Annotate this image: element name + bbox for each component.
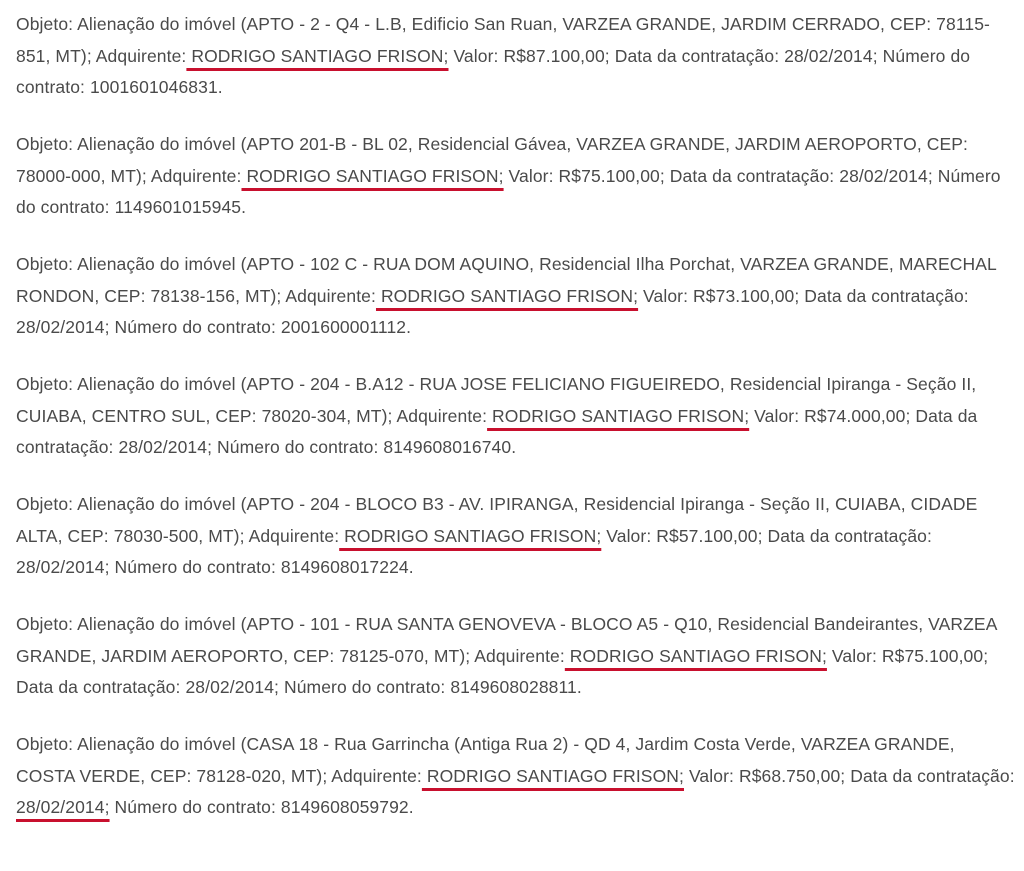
valor-label: Valor: (826, 645, 882, 666)
entry-description: Objeto: Alienação do imóvel (APTO - 101 - RUA SANTA GENOVEVA - BLOCO A5 - Q10, Residencial Bandeirantes, VARZEA GRANDE, JARDIM AEROPORTO, CEP: 78125-070, MT); Adquirente: (16, 614, 997, 666)
document-body (16, 9, 1016, 849)
contract-number: 8149608016740 (383, 437, 512, 457)
valor-label: Valor: (601, 525, 657, 546)
contract-entry-5 (16, 489, 1016, 584)
contract-date-highlighted: 28/02/2014; (16, 797, 110, 817)
contract-entry-3 (16, 249, 1016, 344)
contract-number: 8149608059792 (280, 797, 409, 817)
entry-description: Objeto: Alienação do imóvel (CASA 18 - Rua Garrincha (Antiga Rua 2) - QD 4, Jardim Costa Verde, VARZEA GRANDE, COSTA VERDE, CEP: 78128-020, MT); Adquirente: (16, 734, 955, 786)
contrato-label: ; Número do contrato: (16, 45, 971, 97)
contrato-label: Número do contrato: (109, 797, 281, 817)
buyer-name-highlighted: RODRIGO SANTIAGO FRISON; (487, 405, 750, 426)
data-label: ; Data da contratação: (16, 645, 989, 697)
contract-entry-2 (16, 129, 1016, 224)
entry-description: Objeto: Alienação do imóvel (APTO - 2 - Q4 - L.B, Edificio San Ruan, VARZEA GRANDE, JARDIM CERRADO, CEP: 78115-851, MT); Adquirente: (16, 14, 990, 66)
valor-amount: R$87.100,00 (503, 45, 605, 66)
contract-date: 28/02/2014 (118, 437, 208, 457)
valor-label: Valor: (749, 405, 805, 426)
contract-entry-4 (16, 369, 1016, 464)
entry-end: . (408, 797, 414, 817)
entry-end: . (511, 437, 517, 457)
contract-number: 1149601015945 (114, 197, 242, 217)
data-label: ; Data da contratação: (16, 405, 978, 457)
entry-end: . (241, 197, 247, 217)
contract-date: 28/02/2014 (16, 317, 105, 337)
valor-label: Valor: (503, 165, 559, 186)
buyer-name-highlighted: RODRIGO SANTIAGO FRISON; (421, 765, 684, 786)
contrato-label: ; Número do contrato: (16, 165, 1001, 217)
entry-end: . (406, 317, 412, 337)
entry-description: Objeto: Alienação do imóvel (APTO - 204 - BLOCO B3 - AV. IPIRANGA, Residencial Ipiranga - Seção II, CUIABA, CIDADE ALTA, CEP: 78030-500, MT); Adquirente: (16, 494, 978, 546)
data-label: ; Data da contratação: (659, 165, 840, 186)
contract-date: 28/02/2014 (16, 557, 105, 577)
data-label: ; Data da contratação: (604, 45, 785, 66)
contract-entry-1 (16, 9, 1016, 104)
entry-end: . (217, 77, 223, 97)
contract-entry-7 (16, 729, 1016, 824)
contrato-label: ; Número do contrato: (104, 317, 281, 337)
entry-description: Objeto: Alienação do imóvel (APTO - 102 C - RUA DOM AQUINO, Residencial Ilha Porchat, VARZEA GRANDE, MARECHAL RONDON, CEP: 78138-156, MT); Adquirente: (16, 254, 997, 306)
valor-amount: R$68.750,00 (738, 765, 841, 786)
contract-date: 28/02/2014 (784, 45, 873, 66)
buyer-name-highlighted: RODRIGO SANTIAGO FRISON; (339, 525, 602, 546)
entry-end: . (576, 677, 582, 697)
contract-date: 28/02/2014 (839, 165, 928, 186)
valor-label: Valor: (638, 285, 694, 306)
contract-number: 8149608028811 (450, 677, 577, 697)
valor-amount: R$57.100,00 (656, 525, 758, 546)
valor-amount: R$73.100,00 (693, 285, 795, 306)
entry-description: Objeto: Alienação do imóvel (APTO - 204 - B.A12 - RUA JOSE FELICIANO FIGUEIREDO, Residencial Ipiranga - Seção II, CUIABA, CENTRO SUL, CEP: 78020-304, MT); Adquirente: (16, 374, 977, 426)
buyer-name-highlighted: RODRIGO SANTIAGO FRISON; (564, 645, 827, 666)
contract-number: 1001601046831 (89, 77, 218, 97)
data-label: ; Data da contratação: (840, 765, 1015, 786)
valor-amount: R$75.100,00 (558, 165, 660, 186)
valor-label: Valor: (448, 45, 504, 66)
contract-number: 8149608017224 (280, 557, 409, 577)
data-label: ; Data da contratação: (794, 285, 969, 306)
buyer-name-highlighted: RODRIGO SANTIAGO FRISON; (241, 165, 504, 186)
entry-description: Objeto: Alienação do imóvel (APTO 201-B - BL 02, Residencial Gávea, VARZEA GRANDE, JARDIM AEROPORTO, CEP: 78000-000, MT); Adquirente: (16, 134, 968, 186)
valor-amount: R$74.000,00 (804, 405, 906, 426)
valor-label: Valor: (684, 765, 739, 786)
data-label: ; Data da contratação: (757, 525, 932, 546)
valor-amount: R$75.100,00 (881, 645, 984, 666)
contrato-label: ; Número do contrato: (104, 557, 281, 577)
contrato-label: ; Número do contrato: (207, 437, 384, 457)
contract-entry-6 (16, 609, 1016, 704)
contract-number: 2001600001112 (280, 317, 407, 337)
contract-date: 28/02/2014 (185, 677, 275, 697)
contrato-label: ; Número do contrato: (274, 677, 451, 697)
buyer-name-highlighted: RODRIGO SANTIAGO FRISON; (186, 45, 449, 66)
buyer-name-highlighted: RODRIGO SANTIAGO FRISON; (375, 285, 639, 306)
entry-end: . (408, 557, 414, 577)
